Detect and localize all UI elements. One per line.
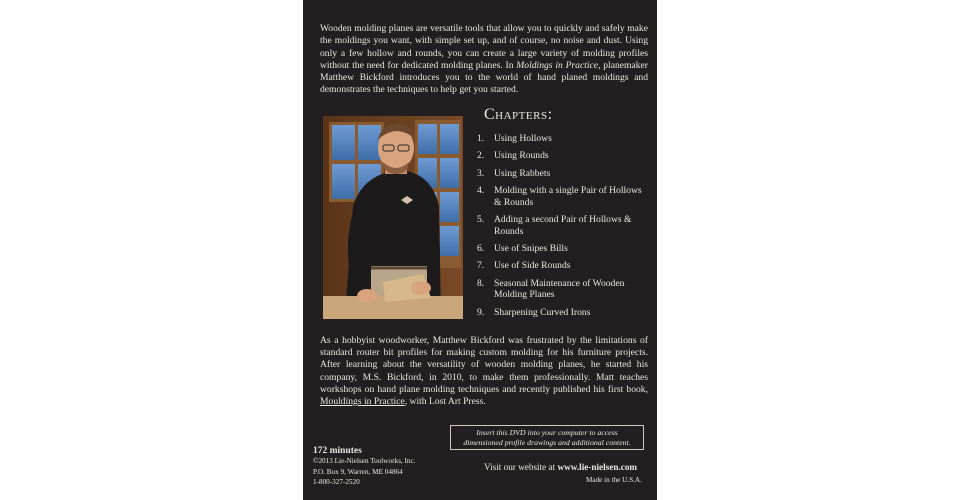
chapter-item	[475, 185, 650, 209]
chapter-item	[475, 133, 650, 145]
chapters-heading: Chapters:	[484, 106, 553, 123]
chapter-item	[475, 150, 650, 162]
woodworker-photo	[323, 116, 463, 319]
dvd-note-line-2: dimensioned profile drawings and additional content.	[463, 438, 631, 447]
chapter-number: 5.	[477, 213, 485, 225]
chapter-label: Adding a second Pair of Hollows & Rounds	[494, 213, 632, 237]
chapter-number: 4.	[477, 184, 485, 196]
chapter-label: Using Rabbets	[494, 167, 551, 179]
chapter-item	[475, 278, 650, 302]
made-in-usa: Made in the U.S.A.	[586, 476, 642, 484]
chapter-label: Using Hollows	[494, 133, 552, 144]
publisher-info	[313, 456, 415, 488]
chapter-label: Use of Snipes Bills	[494, 243, 568, 255]
dvd-back-cover	[303, 0, 657, 500]
website-line	[484, 462, 637, 472]
book-title: Mouldings in Practice	[320, 396, 405, 408]
address: P.O. Box 9, Warren, ME 04864	[313, 467, 403, 476]
chapter-label: Sharpening Curved Irons	[494, 306, 591, 318]
runtime: 172 minutes	[313, 446, 362, 456]
bio-paragraph	[320, 335, 648, 408]
chapter-number: 2.	[477, 150, 485, 162]
visit-prefix: Visit our website at	[484, 462, 558, 472]
chapter-label: Seasonal Maintenance of Wooden Molding Planes	[494, 277, 625, 301]
intro-paragraph	[320, 23, 648, 97]
chapter-label: Using Rounds	[494, 150, 549, 162]
chapter-number: 6.	[477, 243, 485, 255]
chapter-item	[475, 214, 650, 238]
website-url: www.lie-nielsen.com	[557, 462, 638, 472]
chapter-label: Molding with a single Pair of Hollows & Rounds	[494, 184, 642, 208]
intro-text: Wooden molding planes are versatile tools that allow you to quickly and safely make the moldings you want, with simple set up, and of course, no noise and dust. Using only a few hollow and rounds, you can create a large variety of molding profiles without the need for dedicated molding planes. In	[320, 23, 648, 71]
chapter-label: Use of Side Rounds	[494, 260, 571, 272]
chapter-item	[475, 307, 650, 319]
chapter-number: 1.	[477, 133, 485, 144]
bio-text-end: , with Lost Art Press.	[404, 396, 486, 408]
dvd-note-box	[450, 425, 644, 450]
chapter-number: 3.	[477, 167, 485, 179]
chapter-item	[475, 168, 650, 180]
chapter-number: 9.	[477, 306, 485, 318]
chapter-list	[475, 133, 650, 324]
phone: 1-800-327-2520	[313, 478, 360, 486]
dvd-title-italic: Moldings in Practice	[516, 59, 599, 71]
chapter-item	[475, 260, 650, 272]
intro-text-end: , planemaker Matthew Bickford introduces you to the world of hand planed moldings and demonstrates the techniques to help get you started.	[320, 59, 648, 96]
copyright: ©2013 Lie-Nielsen Toolworks, Inc.	[313, 457, 416, 465]
woodworker-illustration	[323, 116, 463, 319]
chapter-number: 8.	[477, 277, 485, 289]
dvd-note-line-1: Insert this DVD into your computer to access	[476, 428, 618, 437]
bio-text: As a hobbyist woodworker, Matthew Bickford was frustrated by the limitations of standard router bit profiles for making custom molding for his furniture projects. After learning about the versatility of wooden molding planes, he started his company, M.S. Bickford, in 2010, to make them professionally. Matt teaches workshops on hand plane molding techniques and recently published his first book,	[320, 335, 648, 395]
chapter-number: 7.	[477, 260, 485, 272]
chapter-item	[475, 243, 650, 255]
